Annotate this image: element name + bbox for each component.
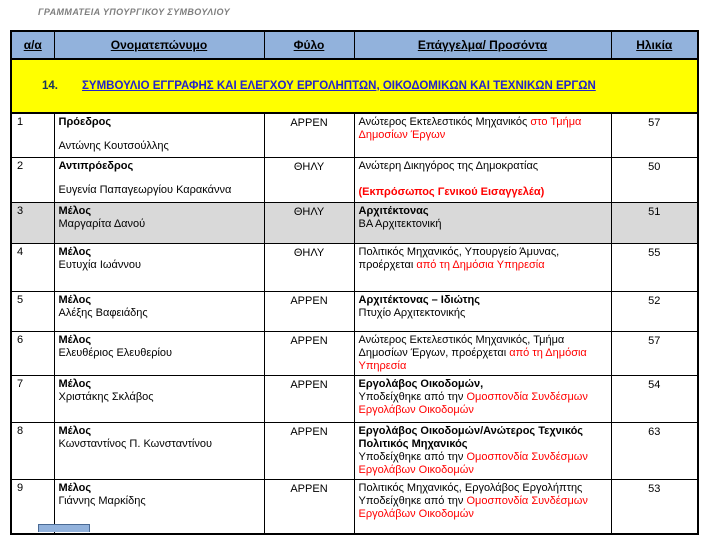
table-row	[11, 157, 698, 202]
member-role: Μέλος	[58, 424, 92, 437]
table-row	[11, 202, 698, 243]
cell-age: 57	[611, 113, 698, 157]
cell-gender: ΘΗΛΥ	[264, 202, 354, 243]
cell-index: 4	[11, 243, 54, 291]
cell-age: 50	[611, 157, 698, 202]
member-name: Μαργαρίτα Δανού	[58, 217, 146, 230]
cell-profession	[354, 291, 611, 331]
member-role: Πρόεδρος	[58, 116, 112, 128]
cell-name	[54, 422, 264, 479]
profession-line	[359, 186, 607, 199]
profession-text: Πολιτικός Μηχανικός, Υπουργείο Άμυνας, προέρχεται	[358, 245, 560, 271]
profession-highlight: Ομοσπονδία Συνδέσμων Εργολάβων Οικοδομών	[358, 390, 588, 416]
column-header-age: Ηλικία	[611, 31, 698, 59]
profession-text: Ανώτερη Δικηγόρος της Δημοκρατίας	[358, 159, 539, 172]
profession-highlight: από τη Δημόσια Υπηρεσία	[416, 258, 545, 271]
cell-name	[54, 202, 264, 243]
member-name: Ευγενία Παπαγεωργίου Καρακάννα	[58, 183, 232, 196]
profession-line	[359, 334, 607, 373]
cell-gender: ΑΡΡΕΝ	[264, 422, 354, 479]
member-role: Μέλος	[58, 293, 92, 306]
profession-line	[359, 307, 607, 320]
profession-text: Αρχιτέκτονας	[358, 204, 429, 217]
table-row	[11, 243, 698, 291]
cell-gender: ΑΡΡΕΝ	[264, 291, 354, 331]
cell-gender: ΑΡΡΕΝ	[264, 113, 354, 157]
cell-profession	[354, 157, 611, 202]
cell-index: 7	[11, 375, 54, 422]
cell-index: 8	[11, 422, 54, 479]
cell-age: 55	[611, 243, 698, 291]
member-role: Μέλος	[58, 481, 92, 494]
member-name: Αντώνης Κουτσούλλης	[58, 140, 169, 152]
member-role: Μέλος	[58, 245, 92, 258]
profession-text: Ανώτερος Εκτελεστικός Μηχανικός, Τμήμα Δημοσίων Έργων, προέρχεται	[358, 333, 565, 359]
cell-age: 53	[611, 479, 698, 534]
document-header: ΓΡΑΜΜΑΤΕΙΑ ΥΠΟΥΡΓΙΚΟΥ ΣΥΜΒΟΥΛΙΟΥ	[38, 7, 230, 17]
member-name: Αλέξης Βαφειάδης	[58, 306, 148, 319]
profession-highlight: Ομοσπονδία Συνδέσμων Εργολάβων Οικοδομών	[358, 494, 588, 520]
cell-gender: ΑΡΡΕΝ	[264, 375, 354, 422]
profession-text: Αρχιτέκτονας – Ιδιώτης	[358, 293, 480, 306]
cell-profession	[354, 331, 611, 375]
profession-line	[359, 425, 607, 451]
column-header-gender: Φύλο	[264, 31, 354, 59]
table-row	[11, 479, 698, 534]
cell-index: 5	[11, 291, 54, 331]
member-name: Χριστάκης Σκλάβος	[58, 390, 154, 403]
profession-highlight: (Εκπρόσωπος Γενικού Εισαγγελέα)	[358, 185, 545, 198]
table-header-row	[11, 31, 698, 59]
member-name: Γιάννης Μαρκίδης	[58, 494, 146, 507]
cell-name	[54, 243, 264, 291]
cell-age: 57	[611, 331, 698, 375]
cell-name	[54, 113, 264, 157]
cell-index: 2	[11, 157, 54, 202]
cell-index: 9	[11, 479, 54, 534]
cell-gender: ΑΡΡΕΝ	[264, 331, 354, 375]
profession-line	[359, 451, 607, 477]
cell-age: 63	[611, 422, 698, 479]
section-banner-row	[11, 59, 698, 113]
profession-line	[359, 294, 607, 307]
column-header-index: α/α	[11, 31, 54, 59]
profession-line	[359, 495, 607, 521]
member-name: Ελευθέριος Ελευθερίου	[58, 346, 173, 359]
table-row	[11, 331, 698, 375]
cell-profession	[354, 422, 611, 479]
cell-profession	[354, 113, 611, 157]
column-header-name: Ονοματεπώνυμο	[54, 31, 264, 59]
profession-line	[359, 218, 607, 231]
profession-highlight: στο Τμήμα Δημοσίων Έργων	[358, 116, 582, 141]
profession-line	[359, 482, 607, 495]
profession-text: ΒΑ Αρχιτεκτονική	[358, 217, 442, 230]
council-members-table	[10, 30, 699, 535]
cell-profession	[354, 202, 611, 243]
member-role: Μέλος	[58, 377, 92, 390]
profession-text: Πτυχίο Αρχιτεκτονικής	[358, 306, 466, 319]
profession-text: Πολιτικός Μηχανικός, Εργολάβος Εργολήπτης	[358, 481, 583, 494]
cell-name	[54, 291, 264, 331]
profession-text: Εργολάβος Οικοδομών,	[358, 377, 484, 390]
cell-index: 6	[11, 331, 54, 375]
profession-line	[359, 116, 607, 142]
cell-name	[54, 157, 264, 202]
profession-text: Υποδείχθηκε από την	[358, 494, 467, 507]
profession-line	[359, 378, 607, 391]
member-role: Μέλος	[58, 204, 92, 217]
table-row	[11, 113, 698, 157]
cell-name	[54, 331, 264, 375]
profession-highlight: από τη Δημόσια Υπηρεσία	[358, 346, 587, 372]
profession-highlight: Ομοσπονδία Συνδέσμων Εργολάβων Οικοδομών	[358, 450, 588, 476]
section-number: 14.	[42, 79, 58, 92]
profession-text: Υποδείχθηκε από την	[358, 450, 467, 463]
member-role: Αντιπρόεδρος	[58, 159, 134, 172]
cell-age: 51	[611, 202, 698, 243]
member-role: Μέλος	[58, 333, 92, 346]
cell-name	[54, 375, 264, 422]
cell-index: 3	[11, 202, 54, 243]
profession-text: Εργολάβος Οικοδομών/Ανώτερος Τεχνικός Πολιτικός Μηχανικός	[358, 424, 584, 450]
cell-index: 1	[11, 113, 54, 157]
table-row	[11, 291, 698, 331]
profession-text: Υποδείχθηκε από την	[358, 390, 467, 403]
member-name: Κωνσταντίνος Π. Κωνσταντίνου	[58, 437, 213, 450]
profession-line	[359, 391, 607, 417]
profession-text: Ανώτερος Εκτελεστικός Μηχανικός	[358, 116, 531, 128]
member-name: Ευτυχία Ιωάννου	[58, 258, 141, 271]
cell-age: 52	[611, 291, 698, 331]
cell-age: 54	[611, 375, 698, 422]
profession-line	[359, 160, 607, 173]
section-title: ΣΥΜΒΟΥΛΙΟ ΕΓΓΡΑΦΗΣ ΚΑΙ ΕΛΕΓΧΟΥ ΕΡΓΟΛΗΠΤΩΝ, ΟΙΚΟΔΟΜΙΚΩΝ ΚΑΙ ΤΕΧΝΙΚΩΝ ΕΡΓΩΝ	[82, 79, 596, 92]
section-banner-cell	[11, 59, 698, 113]
cell-profession	[354, 243, 611, 291]
cell-gender: ΘΗΛΥ	[264, 157, 354, 202]
column-header-profession: Επάγγελμα/ Προσόντα	[354, 31, 611, 59]
table-row	[11, 375, 698, 422]
cell-gender: ΑΡΡΕΝ	[264, 479, 354, 534]
cell-profession	[354, 479, 611, 534]
table-row	[11, 422, 698, 479]
cell-gender: ΘΗΛΥ	[264, 243, 354, 291]
profession-line	[359, 246, 607, 272]
profession-line	[359, 205, 607, 218]
cell-profession	[354, 375, 611, 422]
